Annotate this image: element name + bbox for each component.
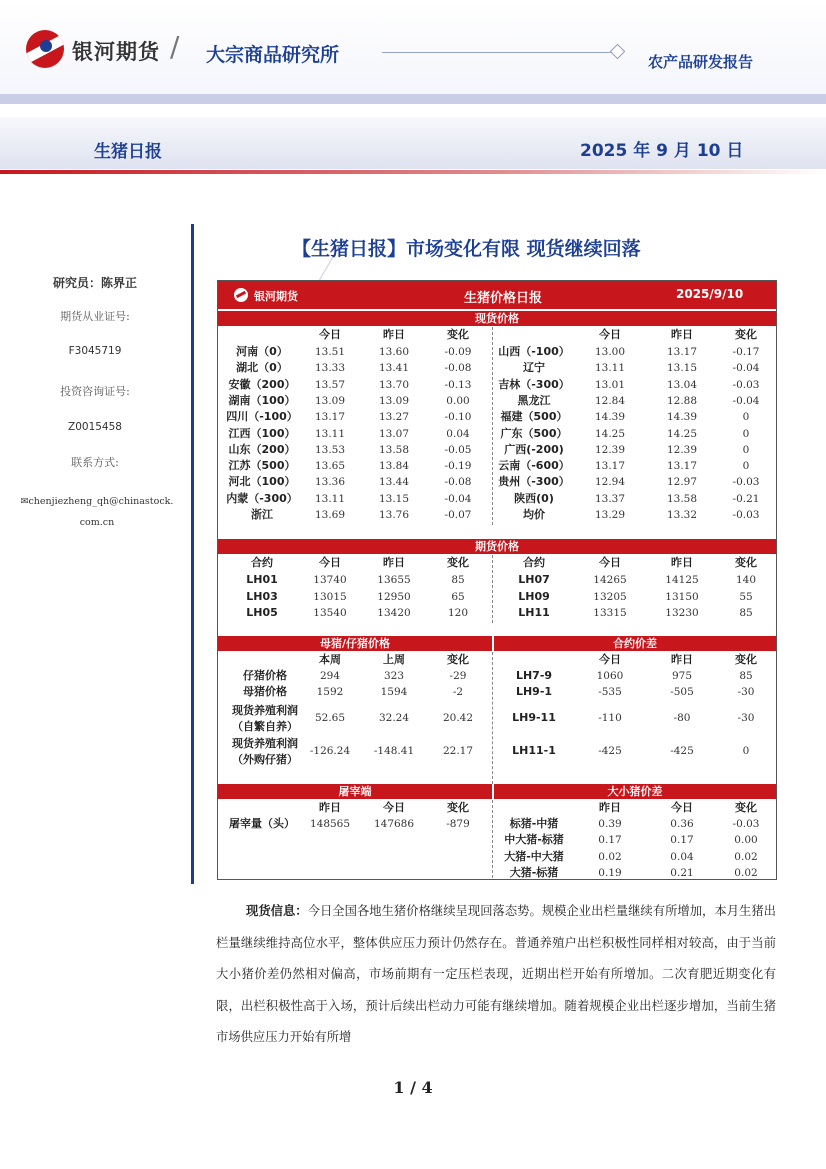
futures-left-header: 昨日 [383,556,405,569]
brand-name: 银河期货 [72,40,160,64]
section-slaughter: 屠宰端 [218,784,492,799]
futures-row-left-value-1: 13740 [313,574,347,586]
spot-row-left-value-1: 13.65 [314,460,346,473]
spot-row-left-label: 江苏（500） [228,459,296,473]
table-logo-icon [234,288,248,302]
sow-row-label: 现货养殖利润 （外购仔猪） [232,737,298,766]
spot-row-right-value-2: 13.32 [666,509,698,521]
sow-row-value: -2 [452,686,464,698]
sow-row-value: 1592 [316,686,344,698]
sow-row-label: 仔猪价格 [243,669,287,682]
spot-row-left-value-1: 13.09 [314,394,346,407]
sow-row-label: 现货养殖利润 （自繁自养） [232,704,298,733]
slaughter-row-label: 屠宰量（头） [229,817,295,830]
spot-row-left-label: 内蒙（-300） [226,491,298,505]
size-row-value-1: 0.39 [598,818,622,830]
spot-row-left-value-2: 13.27 [378,411,410,424]
futures-row-right-label: LH11 [518,606,550,619]
futures-row-right-label: LH09 [518,589,550,603]
size-header: 昨日 [599,801,621,814]
size-header: 今日 [671,801,693,814]
spot-row-right-label: 均价 [523,508,545,521]
spread-row-value-1: -425 [598,745,622,757]
spot-row-left-value-3: -0.10 [444,411,472,424]
price-table [217,280,777,880]
sow-row-value: 22.17 [442,745,474,757]
spread-row-value-2: -505 [670,686,694,698]
sow-row-value: 32.24 [378,712,410,724]
spot-row-left-label: 河北（100） [228,475,296,489]
futures-right-header: 今日 [599,556,621,569]
futures-row-left-value-2: 13420 [377,607,411,619]
futures-row-left-value-3: 120 [447,607,469,619]
spot-row-right-value-3: -0.03 [732,476,760,489]
sow-header: 变化 [447,653,469,666]
futures-row-left-value-2: 13655 [377,574,411,586]
futures-row-right-value-3: 140 [735,574,757,586]
table-brand: 银河期货 [254,290,298,303]
spot-row-right-value-1: 12.84 [594,394,626,407]
section-futures: 期货价格 [218,539,776,554]
spot-row-right-value-3: -0.03 [732,378,760,391]
spread-row-label: LH7-9 [515,669,553,682]
spot-row-right-value-3: 0 [742,411,750,424]
futures-row-right-value-3: 85 [739,607,753,619]
table-header [218,281,776,309]
spot-row-left-value-3: -0.08 [444,362,472,375]
spread-row-label: LH11-1 [512,744,556,757]
size-row-value-1: 0.02 [598,850,622,863]
researcher-name: 研究员：陈界正 [52,276,137,290]
slaughter-header: 变化 [447,801,469,814]
table-name: 生猪价格日报 [464,291,543,306]
size-row-value-3: 0.00 [734,834,758,847]
spot-row-right-value-2: 13.58 [666,492,698,505]
spot-row-right-value-2: 12.39 [666,443,698,456]
futures-row-right-value-1: 14265 [593,574,627,586]
spot-row-left-value-2: 13.60 [378,346,410,358]
spot-row-left-label: 江西（100） [228,426,296,440]
futures-left-header: 合约 [251,556,273,569]
size-row-value-3: -0.03 [732,818,760,830]
spread-row-label: LH9-11 [512,711,556,724]
spot-row-left-value-3: 0.00 [446,394,470,407]
institute-name: 大宗商品研究所 [206,44,340,66]
spot-row-right-value-3: 0 [742,443,750,456]
slaughter-row-value-2: 147686 [373,818,415,830]
spot-row-right-value-2: 14.25 [666,427,698,440]
size-row-value-3: 0.02 [734,866,758,879]
spot-right-header: 变化 [735,328,757,341]
spot-row-left-label: 浙江 [251,508,273,521]
futures-row-right-value-1: 13205 [593,590,627,603]
spot-left-header: 今日 [319,328,341,341]
spread-row-value-3: 0 [742,745,750,757]
spot-row-right-value-2: 12.88 [666,394,698,407]
spot-row-left-value-2: 13.09 [378,394,410,407]
spot-row-left-value-2: 13.58 [378,443,410,456]
spot-row-right-value-2: 13.17 [666,460,698,473]
spot-row-left-value-1: 13.51 [314,346,346,358]
section-size: 大小猪价差 [494,784,776,799]
report-date: 2025 年 9 月 10 日 [580,141,744,161]
sow-header: 上周 [383,653,405,666]
spot-row-right-value-2: 13.04 [666,378,698,391]
spot-row-left-value-2: 13.76 [378,509,410,521]
sow-row-value: -148.41 [373,745,415,757]
size-row-label: 标猪-中猪 [509,817,559,830]
header-rule [382,52,618,53]
table-date: 2025/9/10 [676,287,744,301]
size-row-value-1: 0.17 [598,834,622,847]
spot-left-header: 变化 [447,328,469,341]
sow-row-value: 20.42 [442,712,474,724]
spot-row-left-label: 湖南（100） [228,393,296,407]
contact-label: 联系方式: [71,456,119,469]
spot-row-left-value-1: 13.69 [314,509,346,521]
spot-row-right-label: 广东（500） [500,426,568,440]
size-row-label: 中大猪-标猪 [504,833,564,847]
slaughter-header: 今日 [383,801,405,814]
sow-row-value: -126.24 [309,745,351,757]
license-label: 期货从业证号: [60,310,130,323]
spot-row-left-value-3: -0.19 [444,460,472,473]
futures-row-right-value-2: 13230 [665,607,699,619]
spot-row-left-value-1: 13.11 [314,492,346,505]
futures-row-left-value-1: 13540 [313,607,347,619]
spot-row-right-label: 广西(-200) [504,442,564,456]
page-title: 【生猪日报】市场变化有限 现货继续回落 [292,238,641,260]
spread-row-value-2: -80 [673,712,691,724]
advisory-number: Z0015458 [68,421,122,433]
sow-header: 本周 [319,653,341,666]
sow-row-value: 323 [383,670,405,682]
report-subtitle: 生猪日报 [94,142,162,162]
spot-row-right-label: 云南（-600） [498,459,570,473]
spot-row-right-value-1: 13.37 [594,492,626,505]
spot-row-left-value-1: 13.33 [314,362,346,375]
diamond-icon [610,44,626,60]
size-divider [492,800,493,878]
futures-row-left-value-2: 12950 [377,590,411,603]
spot-row-right-value-2: 14.39 [666,411,698,424]
spot-row-right-label: 贵州（-300） [498,475,570,489]
header-band [0,94,826,104]
spot-row-left-value-1: 13.53 [314,443,346,456]
spot-row-left-value-3: 0.04 [446,427,470,440]
spot-row-right-value-1: 13.00 [594,346,626,358]
red-rule [0,170,826,174]
futures-row-right-value-2: 13150 [665,590,699,603]
size-row-value-3: 0.02 [734,850,758,863]
spot-row-left-value-1: 13.57 [314,378,346,391]
sow-row-value: 294 [319,670,341,682]
spread-row-value-1: -110 [598,712,622,724]
spot-row-left-value-2: 13.84 [378,460,410,473]
spread-row-value-1: -535 [598,686,622,698]
spot-row-right-label: 山西（-100） [498,345,570,358]
spot-row-right-value-3: 0 [742,460,750,473]
section-spread: 合约价差 [494,636,776,651]
futures-row-right-value-2: 14125 [665,574,699,586]
spot-row-right-value-1: 12.39 [594,443,626,456]
futures-right-header: 合约 [523,556,545,569]
spot-row-left-label: 山东（200） [228,442,296,456]
spot-row-right-value-1: 13.11 [594,362,626,375]
spot-row-right-value-3: -0.04 [732,362,760,375]
sow-divider [492,652,493,784]
futures-row-left-label: LH03 [246,589,278,603]
size-row-label: 大猪-中大猪 [504,849,564,863]
advisory-label: 投资咨询证号: [60,385,130,398]
spot-row-left-value-3: -0.13 [444,378,472,391]
spot-row-left-value-1: 13.11 [314,427,346,440]
spot-row-left-value-3: -0.05 [444,443,472,456]
size-row-value-1: 0.19 [598,866,622,879]
size-header: 变化 [735,801,757,814]
spot-row-left-label: 安徽（200） [228,377,296,391]
size-row-value-2: 0.17 [670,834,694,847]
sow-row-label: 母猪价格 [243,685,287,698]
spot-row-left-value-2: 13.07 [378,427,410,440]
spread-row-value-1: 1060 [596,670,624,682]
futures-right-header: 昨日 [671,556,693,569]
spot-row-left-value-3: -0.04 [444,492,472,505]
spread-header: 昨日 [671,653,693,666]
spot-divider [492,327,493,525]
spot-row-left-value-2: 13.44 [378,476,410,489]
spread-row-value-2: 975 [671,670,693,682]
futures-right-header: 变化 [735,556,757,569]
contact-email[interactable]: ✉chenjiezheng_qh@chinastock.com.cn [20,496,174,528]
spot-row-right-value-3: -0.04 [732,394,760,407]
spread-row-value-3: 85 [739,670,753,682]
spot-right-header: 昨日 [671,328,693,341]
size-row-value-2: 0.36 [670,818,694,830]
spot-row-right-value-2: 12.97 [666,476,698,489]
size-row-value-2: 0.21 [670,866,694,879]
futures-left-header: 今日 [319,556,341,569]
futures-row-left-value-1: 13015 [313,590,347,603]
spot-row-right-value-3: -0.17 [732,346,760,358]
futures-row-left-label: LH01 [246,573,278,586]
spot-row-right-value-3: -0.21 [732,492,760,505]
spread-row-value-3: -30 [737,712,755,724]
spot-row-left-value-2: 13.15 [378,492,410,505]
spot-row-right-label: 辽宁 [523,361,545,375]
futures-row-right-value-3: 55 [739,590,753,603]
spot-row-right-value-1: 13.29 [594,509,626,521]
spot-row-right-label: 吉林（-300） [498,377,570,391]
divider-slash: / [170,30,180,63]
spot-row-left-value-1: 13.17 [314,411,346,424]
slaughter-row-value-1: 148565 [309,818,351,830]
spot-row-right-label: 黑龙江 [517,393,551,407]
spot-info-text: 今日全国各地生猪价格继续呈现回落态势。规模企业出栏量继续有所增加，本月生猪出栏量继续维持高位水平，整体供应压力预计仍然存在。普通养殖户出栏积极性同样相对较高，由于当前大小猪价差仍然相对偏高，市场前期有一定压栏表现，近期出栏开始有所增加。二次育肥近期变化有限，出栏积极性高于入场，预计后续出栏动力可能有继续增加。随着规模企业出栏逐步增加，当前生猪市场供应压力开始有所增 [216,904,776,1044]
spot-info-label: 现货信息： [246,904,308,918]
spread-row-value-3: -30 [737,686,755,698]
spot-row-right-value-1: 13.17 [594,460,626,473]
license-number: F3045719 [68,345,122,357]
size-row-value-2: 0.04 [670,850,694,863]
futures-left-header: 变化 [447,556,469,569]
futures-row-left-label: LH05 [246,606,278,619]
spread-header: 今日 [599,653,621,666]
spread-row-value-2: -425 [670,745,694,757]
section-sow: 母猪/仔猪价格 [218,636,492,651]
spot-row-right-value-1: 12.94 [594,476,626,489]
futures-row-left-value-3: 85 [451,574,465,586]
spot-left-header: 昨日 [383,328,405,341]
spot-row-left-value-3: -0.07 [444,509,472,521]
spot-row-right-value-3: -0.03 [732,509,760,521]
futures-row-right-label: LH07 [518,573,550,586]
sidebar-divider [191,224,194,884]
spread-row-label: LH9-1 [515,685,553,698]
spot-row-left-value-3: -0.09 [444,346,472,358]
spot-info-paragraph [216,896,776,1054]
spread-header: 变化 [735,653,757,666]
spot-row-left-value-3: -0.08 [444,476,472,489]
sow-row-value: 52.65 [314,712,346,724]
sow-row-value: 1594 [380,686,408,698]
slaughter-row-value-3: -879 [446,818,470,830]
futures-divider [492,555,493,623]
futures-row-left-value-3: 65 [451,590,465,603]
spot-row-right-value-1: 14.39 [594,411,626,424]
spot-row-right-label: 陕西(0) [514,491,554,505]
spot-row-left-label: 湖北（0） [236,361,288,375]
spot-row-left-value-2: 13.41 [378,362,410,375]
spot-row-right-value-2: 13.17 [666,346,698,358]
sow-row-value: -29 [449,670,467,682]
spot-row-right-value-2: 13.15 [666,362,698,375]
report-header [0,0,826,100]
spot-row-right-value-1: 13.01 [594,378,626,391]
futures-row-right-value-1: 13315 [593,607,627,619]
slaughter-header: 昨日 [319,801,341,814]
spot-row-right-value-1: 14.25 [594,427,626,440]
section-spot: 现货价格 [218,311,776,326]
spot-row-left-value-2: 13.70 [378,378,410,391]
size-row-label: 大猪-标猪 [509,865,559,879]
spot-row-left-label: 河南（0） [236,345,288,358]
spot-row-right-value-3: 0 [742,427,750,440]
spot-row-left-value-1: 13.36 [314,476,346,489]
page-number: 1 / 4 [393,1078,433,1097]
galaxy-futures-logo-icon [26,30,64,68]
spot-row-right-label: 福建（500） [500,410,568,424]
spot-row-left-label: 四川（-100） [226,410,298,424]
spot-right-header: 今日 [599,328,621,341]
report-type: 农产品研发报告 [648,53,754,71]
